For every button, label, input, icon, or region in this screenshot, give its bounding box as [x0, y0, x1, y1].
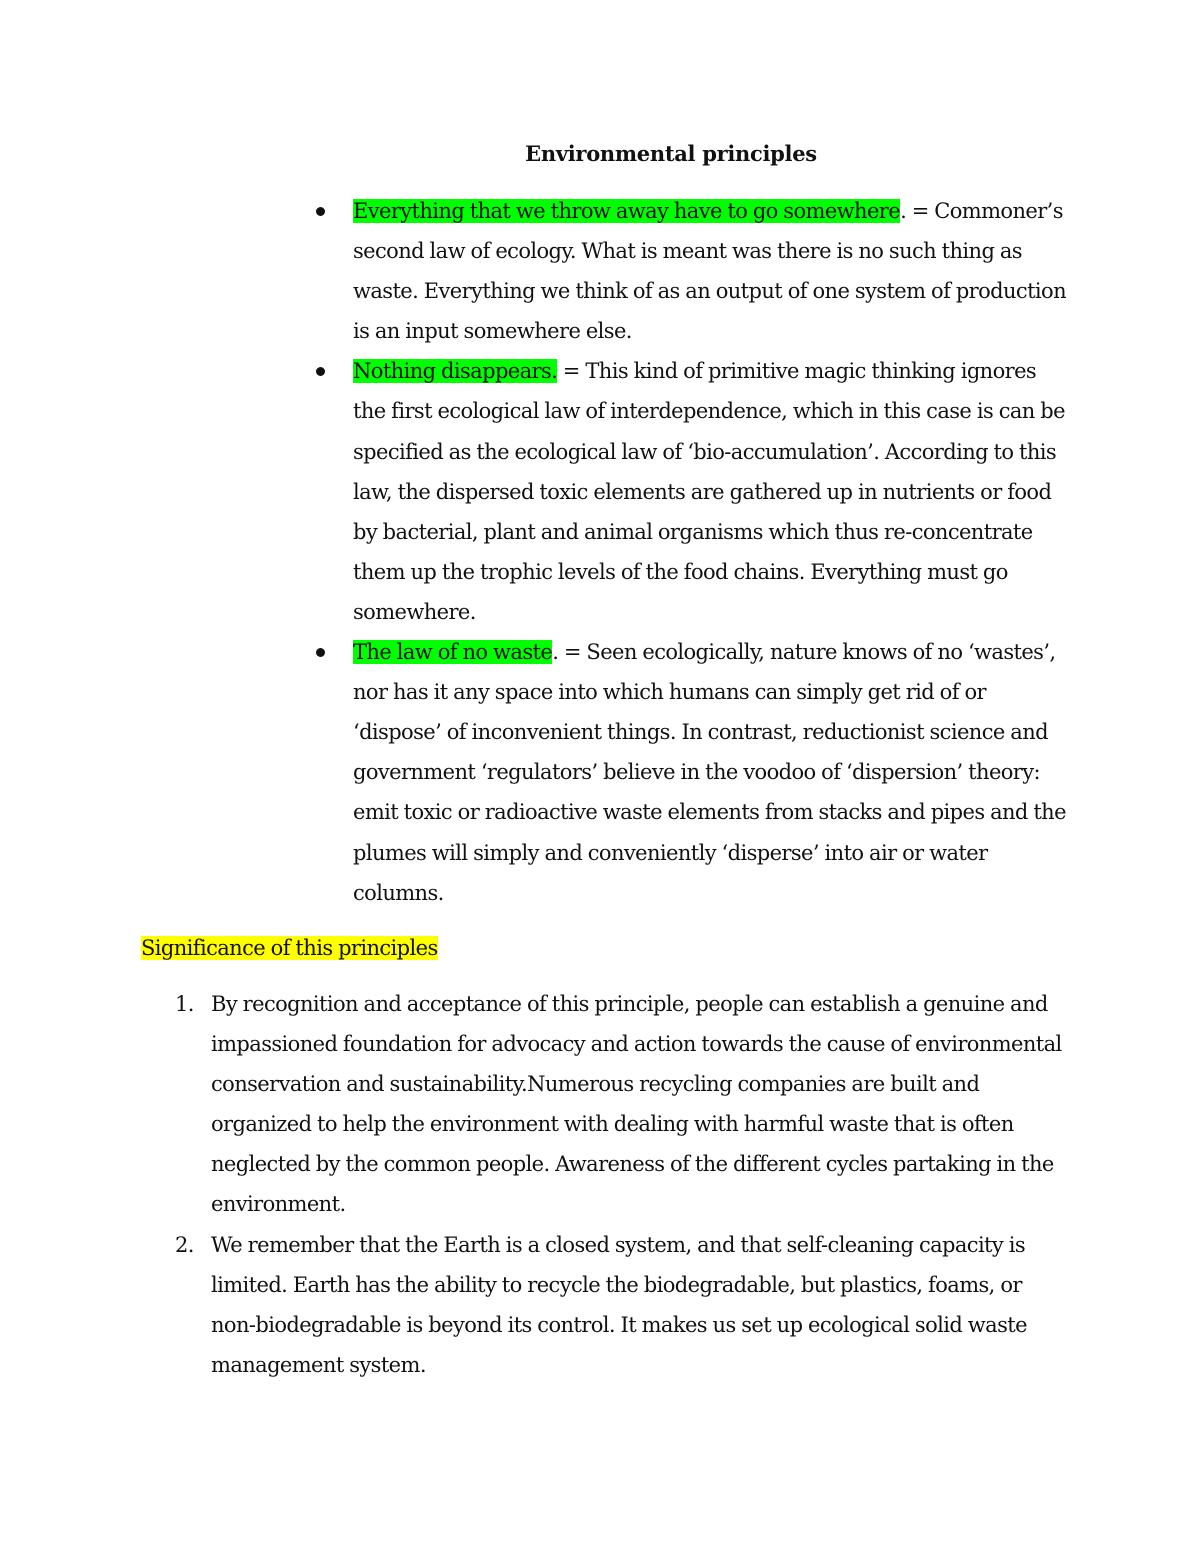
significance-text: We remember that the Earth is a closed system, and that self-cleaning capacity is limited. Earth has the ability to recycle the biodegradable, but plastics, foams, or non-biodegradable is beyond its control. It makes us set up ecological solid waste management system. [211, 1232, 1027, 1377]
principle-highlight: The law of no waste [353, 640, 553, 665]
principle-text: . = Seen ecologically, nature knows of no ‘wastes’, nor has it any space into which humans can simply get rid of or ‘dispose’ of inconvenient things. In contrast, reductionist science and government ‘regulators’ believe in the voodoo of ‘dispersion’ theory: emit toxic or radioactive waste elements from stacks and pipes and the plumes will simply and conveniently ‘disperse’ into air or water columns. [353, 640, 1066, 905]
principles-list [353, 191, 1073, 913]
significance-list [175, 984, 1071, 1385]
significance-text: By recognition and acceptance of this principle, people can establish a genuine and impassioned foundation for advocacy and action towards the cause of environmental conservation and sustainability.Numerous recycling companies are built and organized to help the environment with dealing with harmful waste that is often neglected by the common people. Awareness of the different cycles partaking in the environment. [211, 992, 1062, 1217]
bullet-icon [316, 367, 325, 376]
bullet-icon [316, 648, 325, 657]
list-item [353, 351, 1073, 632]
list-number: 2. [175, 1232, 194, 1257]
page-title: Environmental principles [525, 141, 817, 166]
list-item [175, 984, 1071, 1225]
list-item [175, 1225, 1071, 1385]
principle-text: = This kind of primitive magic thinking ignores the first ecological law of interdependence, which in this case is can be specified as the ecological law of ‘bio-accumulation’. According to this law, the dispersed toxic elements are gathered up in nutrients or food by bacterial, plant and animal organisms which thus re-concentrate them up the trophic levels of the food chains. Everything must go somewhere. [353, 359, 1065, 624]
principle-highlight: Everything that we throw away have to go somewhere [353, 199, 901, 223]
principle-text: . = Commoner’s second law of ecology. What is meant was there is no such thing as waste. Everything we think of as an output of one system of production is an input somewhere else. [353, 199, 1066, 344]
list-number: 1. [175, 992, 194, 1016]
bullet-icon [316, 207, 325, 216]
principle-highlight: Nothing disappears. [353, 359, 558, 384]
list-item [353, 191, 1073, 351]
list-item [353, 632, 1073, 913]
section-heading [141, 928, 438, 968]
section-heading-highlight: Significance of this principles [141, 936, 438, 960]
